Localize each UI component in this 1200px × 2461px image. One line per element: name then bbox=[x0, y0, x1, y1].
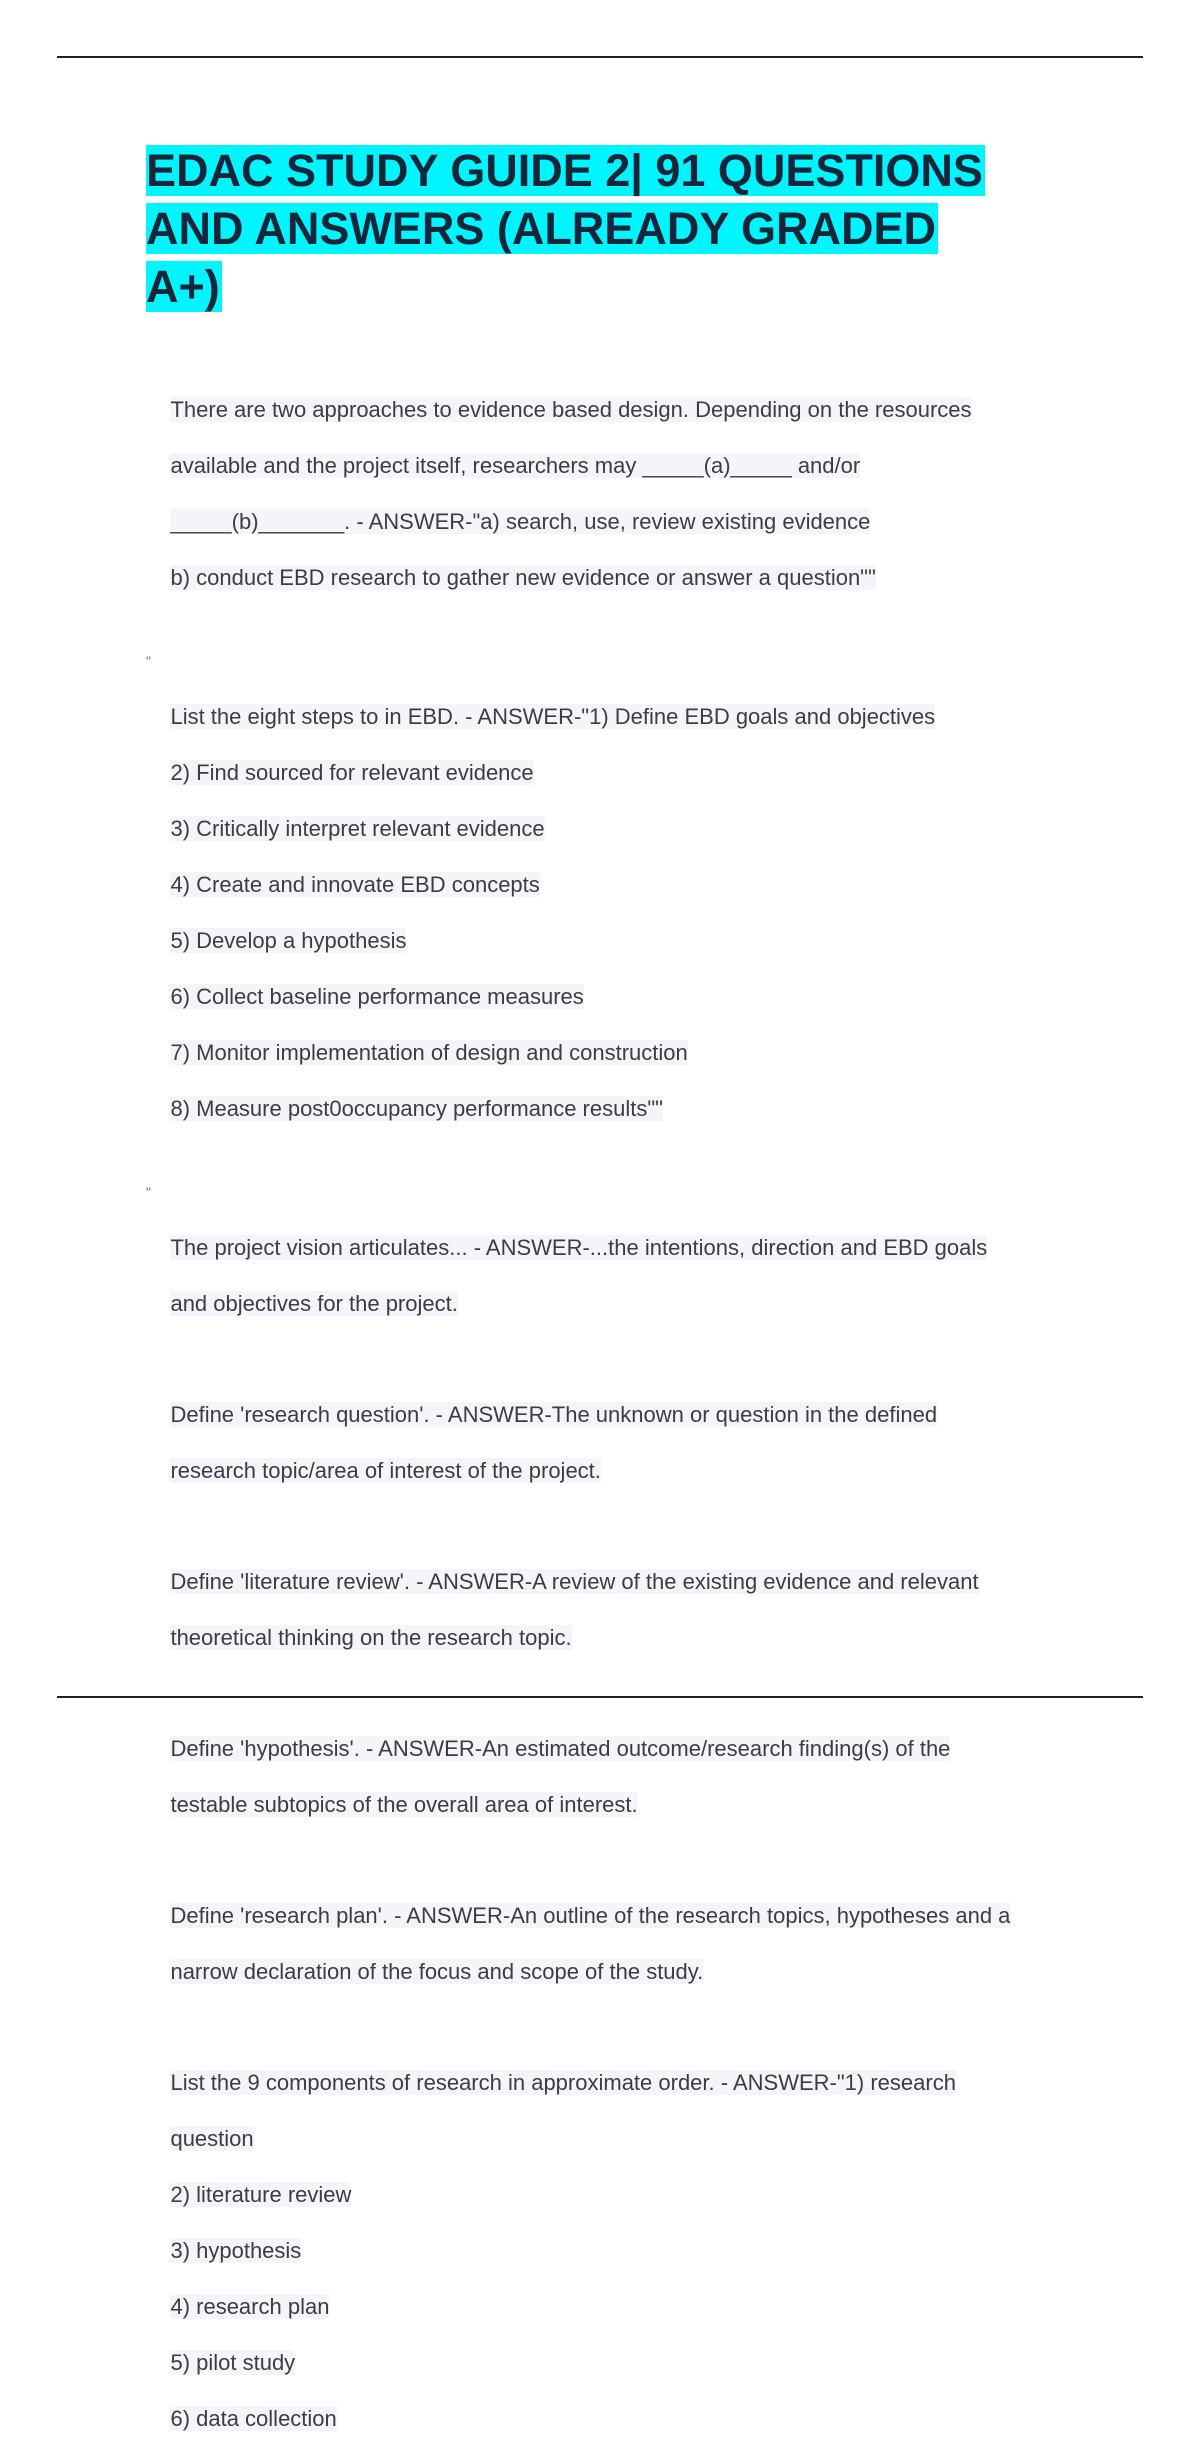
document-title bbox=[146, 142, 1066, 316]
text-line: Define 'research question'. - ANSWER-The unknown or question in the defined bbox=[170, 1402, 938, 1427]
text-line: research topic/area of interest of the project. bbox=[170, 1458, 601, 1483]
title-line: AND ANSWERS (ALREADY GRADED bbox=[146, 203, 937, 254]
text-line: Define 'research plan'. - ANSWER-An outline of the research topics, hypotheses and a bbox=[170, 1903, 1011, 1928]
trailing-quote-mark: " bbox=[146, 653, 151, 669]
qa-block bbox=[146, 1874, 1086, 2014]
text-line: There are two approaches to evidence based design. Depending on the resources bbox=[170, 397, 972, 422]
qa-block bbox=[146, 368, 1086, 620]
text-line: theoretical thinking on the research topic. bbox=[170, 1625, 572, 1650]
text-line: testable subtopics of the overall area of interest. bbox=[170, 1792, 638, 1817]
qa-block bbox=[146, 2041, 1086, 2461]
text-line: narrow declaration of the focus and scope of the study. bbox=[170, 1959, 704, 1984]
text-line: b) conduct EBD research to gather new evidence or answer a question"" bbox=[170, 565, 876, 590]
text-line: The project vision articulates... - ANSWER-...the intentions, direction and EBD goals bbox=[170, 1235, 988, 1260]
text-line: 3) hypothesis bbox=[170, 2238, 302, 2263]
trailing-quote-mark: " bbox=[146, 1184, 151, 1200]
document-body bbox=[146, 368, 1086, 2461]
qa-block bbox=[146, 675, 1086, 1151]
text-line: 6) data collection bbox=[170, 2406, 337, 2431]
title-line: EDAC STUDY GUIDE 2| 91 QUESTIONS bbox=[146, 145, 983, 196]
text-line: 5) pilot study bbox=[170, 2350, 296, 2375]
text-line: question bbox=[170, 2126, 254, 2151]
text-line: List the 9 components of research in approximate order. - ANSWER-"1) research bbox=[170, 2070, 956, 2095]
text-line: Define 'literature review'. - ANSWER-A review of the existing evidence and relevant bbox=[170, 1569, 979, 1594]
text-line: _____(b)_______. - ANSWER-"a) search, use, review existing evidence bbox=[170, 509, 871, 534]
qa-block bbox=[146, 1540, 1086, 1680]
title-line: A+) bbox=[146, 261, 220, 312]
qa-block bbox=[146, 1206, 1086, 1346]
text-line: Define 'hypothesis'. - ANSWER-An estimated outcome/research finding(s) of the bbox=[170, 1736, 951, 1761]
text-line: List the eight steps to in EBD. - ANSWER-"1) Define EBD goals and objectives bbox=[170, 704, 936, 729]
qa-block bbox=[146, 1373, 1086, 1513]
text-line: 4) Create and innovate EBD concepts bbox=[170, 872, 540, 897]
text-line: 2) literature review bbox=[170, 2182, 352, 2207]
text-line: 2) Find sourced for relevant evidence bbox=[170, 760, 534, 785]
top-rule bbox=[57, 56, 1143, 58]
text-line: 5) Develop a hypothesis bbox=[170, 928, 407, 953]
text-line: 3) Critically interpret relevant evidence bbox=[170, 816, 545, 841]
text-line: available and the project itself, researchers may _____(a)_____ and/or bbox=[170, 453, 861, 478]
bottom-rule bbox=[57, 1696, 1143, 1698]
text-line: 8) Measure post0occupancy performance results"" bbox=[170, 1096, 663, 1121]
text-line: 6) Collect baseline performance measures bbox=[170, 984, 584, 1009]
text-line: 7) Monitor implementation of design and construction bbox=[170, 1040, 688, 1065]
text-line: and objectives for the project. bbox=[170, 1291, 458, 1316]
qa-block bbox=[146, 1707, 1086, 1847]
text-line: 4) research plan bbox=[170, 2294, 330, 2319]
